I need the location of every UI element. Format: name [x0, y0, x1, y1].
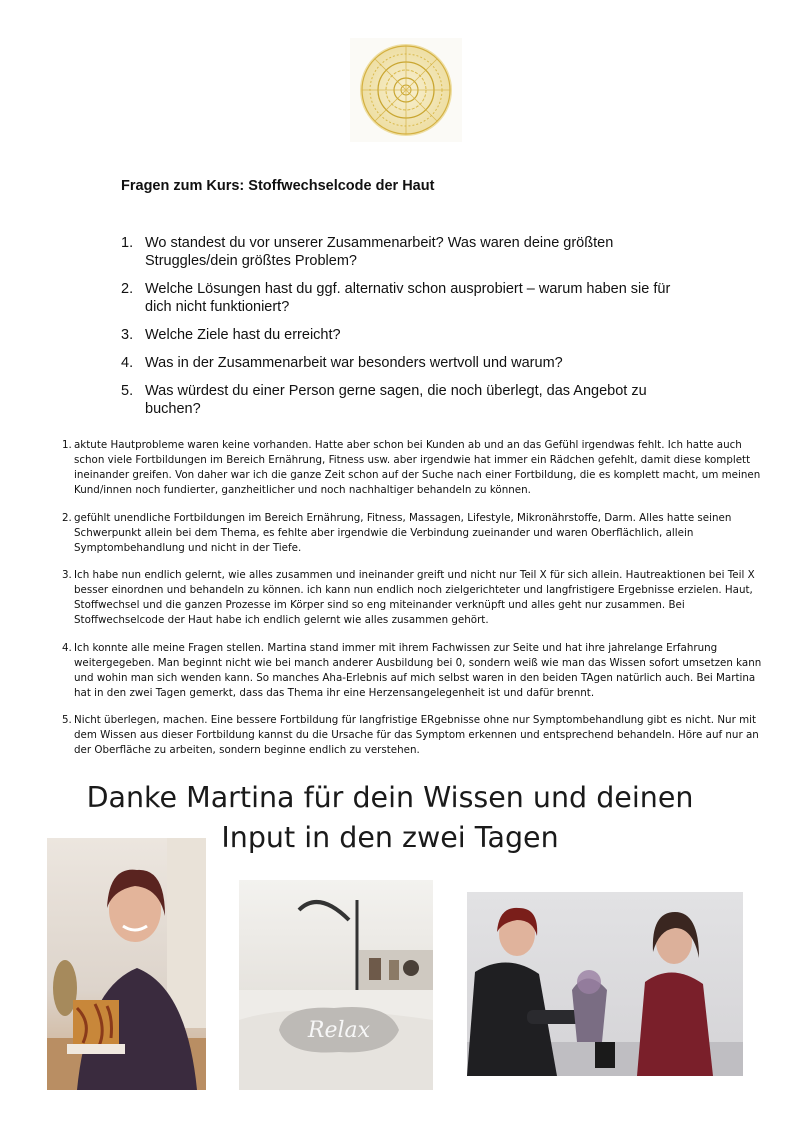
answer-list — [62, 438, 762, 771]
answer-number: 5. — [62, 714, 72, 727]
mandala-logo — [350, 38, 462, 142]
photo-treatment-room — [239, 880, 433, 1090]
question-item — [121, 354, 681, 372]
question-item — [121, 234, 681, 270]
thanks-line-2: Input in den zwei Tagen — [221, 821, 559, 854]
answer-number: 1. — [62, 439, 72, 451]
answer-number: 3. — [62, 569, 72, 582]
answer-item — [62, 641, 762, 701]
answer-item — [62, 438, 762, 498]
answer-text: Ich konnte alle meine Fragen stellen. Martina stand immer mit ihrem Fachwissen zur Seite und hat ihre jahrelange Erfahrung weitergegeben. Man beginnt nicht wie bei manch anderer Ausbildung bei 0, sondern weiß wie man das Wissen sofort umsetzen kann und wohin man sich wenden kann. So manches Aha-Erlebnis auf mich selbst waren in den beiden TAgen natürlich auch. Bei Martina hat in den zwei Tagen gemerkt, dass das Thema ihr eine Herzensangelegenheit ist und dafür brennt. — [74, 641, 762, 699]
answer-number: 2. — [62, 511, 72, 524]
answer-item — [62, 511, 762, 556]
question-item — [121, 326, 681, 344]
answer-item — [62, 568, 762, 628]
answer-text: gefühlt unendliche Fortbildungen im Bereich Ernährung, Fitness, Massagen, Lifestyle, Mikronährstoffe, Darm. Alles hatte seinen Schwerpunkt allein bei dem Thema, es fehlte aber irgendwie die Verbindung zueinander und waren Oberflächlich, allein Symptombehandlung und nicht in der Tiefe. — [74, 511, 732, 554]
question-text: Was in der Zusammenarbeit war besonders wertvoll und warum? — [145, 355, 563, 371]
answer-text: Nicht überlegen, machen. Eine bessere Fortbildung für langfristige ERgebnisse ohne nur Symptombehandlung gibt es nicht. Nur mit dem Wissen aus dieser Fortbildung kannst du die Ursache für das Symptom erkennen und entsprechend behandeln. Höre auf nur an der Oberfläche zu arbeiten, sondern beginne endlich zu verstehen. — [74, 714, 759, 757]
answer-item — [62, 713, 762, 758]
question-item — [121, 280, 681, 316]
pillow-label: Relax — [307, 1018, 371, 1043]
question-list — [121, 234, 681, 428]
question-number: 3. — [121, 327, 134, 343]
photo-woman-smiling — [47, 838, 206, 1090]
course-title: Fragen zum Kurs: Stoffwechselcode der Haut — [121, 178, 435, 194]
answer-number: 4. — [62, 641, 72, 654]
question-number: 5. — [121, 383, 134, 399]
question-item — [121, 382, 681, 418]
question-number: 4. — [121, 355, 134, 371]
thanks-line-1: Danke Martina für dein Wissen und deinen — [86, 781, 694, 814]
answer-text: aktute Hautprobleme waren keine vorhanden. Hatte aber schon bei Kunden ab und an das Gefühl irgendwas fehlt. Ich hatte auch schon viele Fortbildungen im Bereich Ernährung, Fitness usw. aber irgendwie hat immer ein Rädchen gefehlt, damit diese komplett ineinander greifen. Von daher war ich die ganze Zeit schon auf der Suche nach einer Fortbildung, die es komplett macht, um meinen Kund/innen noch fundierter, ganzheitlicher und noch nachhaltiger behandeln zu können. — [74, 439, 761, 496]
question-text: Wo standest du vor unserer Zusammenarbeit? Was waren deine größten Struggles/dein größtes Problem? — [145, 235, 614, 269]
question-text: Welche Ziele hast du erreicht? — [145, 327, 341, 343]
question-text: Welche Lösungen hast du ggf. alternativ schon ausprobiert – warum haben sie für dich nicht funktioniert? — [145, 281, 671, 315]
photo-consultation — [467, 892, 743, 1076]
question-number: 2. — [121, 281, 134, 297]
mandala-icon — [356, 40, 456, 140]
question-text: Was würdest du einer Person gerne sagen, die noch überlegt, das Angebot zu buchen? — [145, 383, 647, 417]
answer-text: Ich habe nun endlich gelernt, wie alles zusammen und ineinander greift und nicht nur Teil X für sich allein. Hautreaktionen bei Teil X besser einordnen und behandeln zu können. ich kann nun endlich noch zielgerichteter und langfristigere Ergebnisse erzielen. Haut, Stoffwechsel und die ganzen Prozesse im Körper sind so eng miteinander verknüpft und alles geht nur zusammen. Bei Stoffwechselcode der Haut habe ich endlich gelernt wie alles zusammen gehört. — [74, 569, 755, 627]
question-number: 1. — [121, 235, 134, 251]
